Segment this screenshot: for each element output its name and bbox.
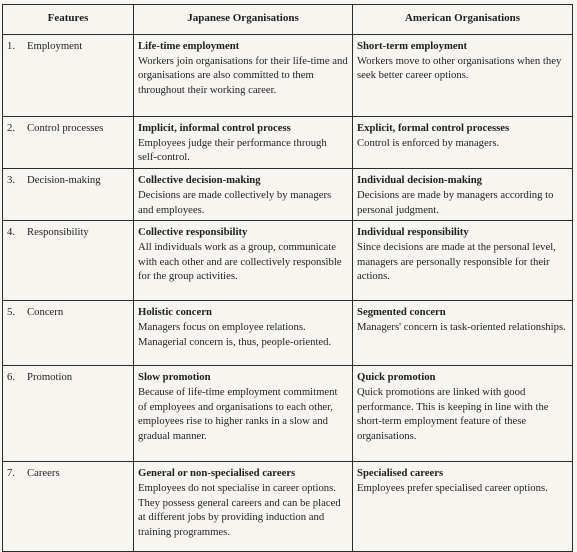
japanese-description: Because of life-time employment commitment of employees and organisations to each other, employees rise to higher ranks in a slow and gradual manner.	[138, 385, 338, 443]
american-cell	[353, 117, 573, 169]
american-description: Control is enforced by managers.	[357, 136, 500, 149]
feature-cell	[3, 169, 134, 221]
american-title: Explicit, formal control processes	[357, 122, 510, 134]
japanese-cell	[134, 462, 353, 552]
american-cell	[353, 301, 573, 366]
japanese-cell	[134, 169, 353, 221]
american-cell	[353, 462, 573, 552]
feature-number: 1.	[7, 40, 16, 52]
feature-number: 7.	[7, 467, 16, 480]
japanese-cell	[134, 117, 353, 169]
american-cell	[353, 366, 573, 462]
feature-number: 2.	[7, 122, 16, 134]
american-description: Since decisions are made at the personal level, managers are personally responsible for their actions.	[357, 240, 556, 283]
japanese-title: Collective decision-making	[138, 174, 261, 187]
feature-label: Control processes	[27, 122, 104, 134]
japanese-cell	[134, 35, 353, 117]
japanese-title: Implicit, informal control process	[138, 122, 291, 134]
table-row	[3, 117, 573, 169]
table-header	[3, 5, 573, 35]
american-description: Managers' concern is task-oriented relationships.	[357, 320, 566, 333]
american-description: Decisions are made by managers according to personal judgment.	[357, 188, 554, 216]
comparison-table	[2, 4, 573, 552]
table-row	[3, 35, 573, 117]
japanese-title: Life-time employment	[138, 40, 240, 52]
feature-cell	[3, 301, 134, 366]
header-american: American Organisations	[353, 5, 573, 35]
japanese-title: Collective responsibility	[138, 226, 248, 239]
feature-cell	[3, 221, 134, 301]
table-row	[3, 366, 573, 462]
japanese-description: Decisions are made collectively by managers and employees.	[138, 188, 332, 216]
american-cell	[353, 169, 573, 221]
american-description: Workers move to other organisations when they seek better career options.	[357, 54, 562, 82]
american-title: Quick promotion	[357, 371, 436, 384]
feature-number: 5.	[7, 306, 16, 319]
feature-label: Promotion	[27, 371, 73, 384]
feature-number: 3.	[7, 174, 16, 187]
header-features: Features	[3, 5, 134, 35]
table-row	[3, 301, 573, 366]
japanese-title: Holistic concern	[138, 306, 212, 319]
feature-cell	[3, 35, 134, 117]
feature-cell	[3, 117, 134, 169]
japanese-title: General or non-specialised careers	[138, 467, 296, 480]
american-title: Individual decision-making	[357, 174, 483, 187]
feature-label: Concern	[27, 306, 64, 319]
table-row	[3, 169, 573, 221]
american-cell	[353, 221, 573, 301]
feature-number: 4.	[7, 226, 16, 239]
american-title: Specialised careers	[357, 467, 444, 480]
american-description: Quick promotions are linked with good performance. This is keeping in line with the short-term employment feature of these organisations.	[357, 385, 549, 443]
japanese-cell	[134, 221, 353, 301]
japanese-description: All individuals work as a group, communicate with each other and are collectively responsible for the group activities.	[138, 240, 342, 283]
table-row	[3, 462, 573, 552]
header-row	[3, 5, 573, 35]
japanese-description: Workers join organisations for their life-time and organisations are also committed to them throughout their working career.	[138, 54, 348, 97]
feature-label: Careers	[27, 467, 60, 480]
japanese-cell	[134, 301, 353, 366]
american-title: Segmented concern	[357, 306, 446, 319]
header-japanese: Japanese Organisations	[134, 5, 353, 35]
table-body	[3, 35, 573, 552]
american-cell	[353, 35, 573, 117]
japanese-description: Managers focus on employee relations. Managerial concern is, thus, people-oriented.	[138, 320, 332, 348]
feature-cell	[3, 366, 134, 462]
japanese-title: Slow promotion	[138, 371, 211, 384]
japanese-description: Employees do not specialise in career options. They possess general careers and can be placed at different jobs by providing induction and training programmes.	[138, 481, 341, 539]
feature-cell	[3, 462, 134, 552]
feature-label: Employment	[27, 40, 83, 52]
feature-number: 6.	[7, 371, 16, 384]
japanese-cell	[134, 366, 353, 462]
feature-label: Responsibility	[27, 226, 89, 239]
feature-label: Decision-making	[27, 174, 101, 187]
american-description: Employees prefer specialised career options.	[357, 481, 548, 494]
japanese-description: Employees judge their performance through self-control.	[138, 136, 327, 164]
table-row	[3, 221, 573, 301]
american-title: Short-term employment	[357, 40, 468, 52]
american-title: Individual responsibility	[357, 226, 469, 239]
